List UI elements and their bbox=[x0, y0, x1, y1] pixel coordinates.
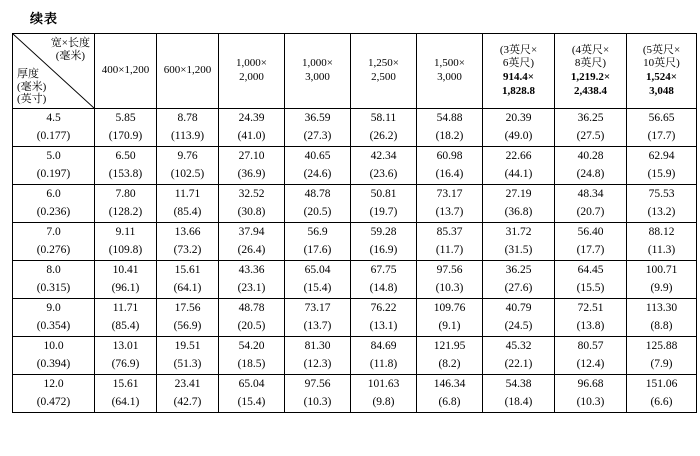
table-cell: 36.25 (27.5) bbox=[555, 109, 627, 147]
table-cell: 13.66 (73.2) bbox=[157, 223, 219, 261]
table-cell: 67.75 (14.8) bbox=[351, 261, 417, 299]
row-thickness: 8.0 (0.315) bbox=[13, 261, 95, 299]
table-cell: 59.28 (16.9) bbox=[351, 223, 417, 261]
table-row bbox=[13, 375, 697, 413]
table-cell: 22.66 (44.1) bbox=[483, 147, 555, 185]
table-cell: 56.40 (17.7) bbox=[555, 223, 627, 261]
table-cell: 15.61 (64.1) bbox=[95, 375, 157, 413]
table-row bbox=[13, 337, 697, 375]
table-row bbox=[13, 185, 697, 223]
table-cell: 80.57 (12.4) bbox=[555, 337, 627, 375]
table-row bbox=[13, 223, 697, 261]
table-cell: 17.56 (56.9) bbox=[157, 299, 219, 337]
column-header: 1,250× 2,500 bbox=[351, 34, 417, 109]
table-cell: 72.51 (13.8) bbox=[555, 299, 627, 337]
table-cell: 96.68 (10.3) bbox=[555, 375, 627, 413]
table-cell: 50.81 (19.7) bbox=[351, 185, 417, 223]
table-cell: 27.19 (36.8) bbox=[483, 185, 555, 223]
table-cell: 73.17 (13.7) bbox=[417, 185, 483, 223]
table-cell: 88.12 (11.3) bbox=[627, 223, 697, 261]
table-cell: 40.28 (24.8) bbox=[555, 147, 627, 185]
table-row bbox=[13, 299, 697, 337]
table-cell: 15.61 (64.1) bbox=[157, 261, 219, 299]
table-cell: 121.95 (8.2) bbox=[417, 337, 483, 375]
table-cell: 48.78 (20.5) bbox=[219, 299, 285, 337]
header-corner-bottom-left: 厚度 (毫米) (英寸) bbox=[17, 68, 47, 106]
table-cell: 9.76 (102.5) bbox=[157, 147, 219, 185]
table-cell: 40.65 (24.6) bbox=[285, 147, 351, 185]
table-cell: 37.94 (26.4) bbox=[219, 223, 285, 261]
table-cell: 60.98 (16.4) bbox=[417, 147, 483, 185]
table-cell: 13.01 (76.9) bbox=[95, 337, 157, 375]
table-cell: 81.30 (12.3) bbox=[285, 337, 351, 375]
column-header: (3英尺× 6英尺) 914.4× 1,828.8 bbox=[483, 34, 555, 109]
table-cell: 36.25 (27.6) bbox=[483, 261, 555, 299]
table-cell: 11.71 (85.4) bbox=[95, 299, 157, 337]
table-row bbox=[13, 109, 697, 147]
table-cell: 97.56 (10.3) bbox=[285, 375, 351, 413]
table-cell: 65.04 (15.4) bbox=[219, 375, 285, 413]
table-cell: 43.36 (23.1) bbox=[219, 261, 285, 299]
table-header-row bbox=[13, 34, 697, 109]
table-cell: 84.69 (11.8) bbox=[351, 337, 417, 375]
table-cell: 151.06 (6.6) bbox=[627, 375, 697, 413]
table-cell: 23.41 (42.7) bbox=[157, 375, 219, 413]
table-cell: 54.38 (18.4) bbox=[483, 375, 555, 413]
table-cell: 5.85 (170.9) bbox=[95, 109, 157, 147]
table-cell: 42.34 (23.6) bbox=[351, 147, 417, 185]
table-cell: 64.45 (15.5) bbox=[555, 261, 627, 299]
table-cell: 125.88 (7.9) bbox=[627, 337, 697, 375]
table-cell: 20.39 (49.0) bbox=[483, 109, 555, 147]
header-corner-top-right: 宽×长度 (毫米) bbox=[50, 37, 90, 62]
table-row bbox=[13, 147, 697, 185]
table-cell: 36.59 (27.3) bbox=[285, 109, 351, 147]
column-header: 400×1,200 bbox=[95, 34, 157, 109]
table-cell: 31.72 (31.5) bbox=[483, 223, 555, 261]
table-cell: 54.20 (18.5) bbox=[219, 337, 285, 375]
specification-table bbox=[12, 33, 697, 413]
column-header: 1,000× 2,000 bbox=[219, 34, 285, 109]
table-cell: 109.76 (9.1) bbox=[417, 299, 483, 337]
table-cell: 100.71 (9.9) bbox=[627, 261, 697, 299]
table-cell: 19.51 (51.3) bbox=[157, 337, 219, 375]
row-thickness: 9.0 (0.354) bbox=[13, 299, 95, 337]
table-cell: 8.78 (113.9) bbox=[157, 109, 219, 147]
header-corner-cell bbox=[13, 34, 95, 109]
row-thickness: 10.0 (0.394) bbox=[13, 337, 95, 375]
table-cell: 85.37 (11.7) bbox=[417, 223, 483, 261]
table-cell: 56.9 (17.6) bbox=[285, 223, 351, 261]
table-cell: 24.39 (41.0) bbox=[219, 109, 285, 147]
table-cell: 32.52 (30.8) bbox=[219, 185, 285, 223]
row-thickness: 4.5 (0.177) bbox=[13, 109, 95, 147]
table-cell: 11.71 (85.4) bbox=[157, 185, 219, 223]
table-cell: 113.30 (8.8) bbox=[627, 299, 697, 337]
row-thickness: 7.0 (0.276) bbox=[13, 223, 95, 261]
table-cell: 9.11 (109.8) bbox=[95, 223, 157, 261]
row-thickness: 5.0 (0.197) bbox=[13, 147, 95, 185]
row-thickness: 12.0 (0.472) bbox=[13, 375, 95, 413]
table-cell: 146.34 (6.8) bbox=[417, 375, 483, 413]
column-header: (4英尺× 8英尺) 1,219.2× 2,438.4 bbox=[555, 34, 627, 109]
column-header: 1,000× 3,000 bbox=[285, 34, 351, 109]
column-header: 600×1,200 bbox=[157, 34, 219, 109]
table-cell: 10.41 (96.1) bbox=[95, 261, 157, 299]
table-cell: 62.94 (15.9) bbox=[627, 147, 697, 185]
table-cell: 73.17 (13.7) bbox=[285, 299, 351, 337]
continuation-label: 续表 bbox=[30, 11, 59, 26]
table-row bbox=[13, 261, 697, 299]
table-cell: 7.80 (128.2) bbox=[95, 185, 157, 223]
table-cell: 76.22 (13.1) bbox=[351, 299, 417, 337]
table-cell: 45.32 (22.1) bbox=[483, 337, 555, 375]
column-header: (5英尺× 10英尺) 1,524× 3,048 bbox=[627, 34, 697, 109]
table-cell: 40.79 (24.5) bbox=[483, 299, 555, 337]
table-cell: 97.56 (10.3) bbox=[417, 261, 483, 299]
row-thickness: 6.0 (0.236) bbox=[13, 185, 95, 223]
table-cell: 56.65 (17.7) bbox=[627, 109, 697, 147]
table-cell: 58.11 (26.2) bbox=[351, 109, 417, 147]
table-cell: 48.78 (20.5) bbox=[285, 185, 351, 223]
table-cell: 48.34 (20.7) bbox=[555, 185, 627, 223]
column-header: 1,500× 3,000 bbox=[417, 34, 483, 109]
table-cell: 27.10 (36.9) bbox=[219, 147, 285, 185]
table-cell: 54.88 (18.2) bbox=[417, 109, 483, 147]
table-cell: 65.04 (15.4) bbox=[285, 261, 351, 299]
table-cell: 75.53 (13.2) bbox=[627, 185, 697, 223]
table-cell: 101.63 (9.8) bbox=[351, 375, 417, 413]
table-cell: 6.50 (153.8) bbox=[95, 147, 157, 185]
